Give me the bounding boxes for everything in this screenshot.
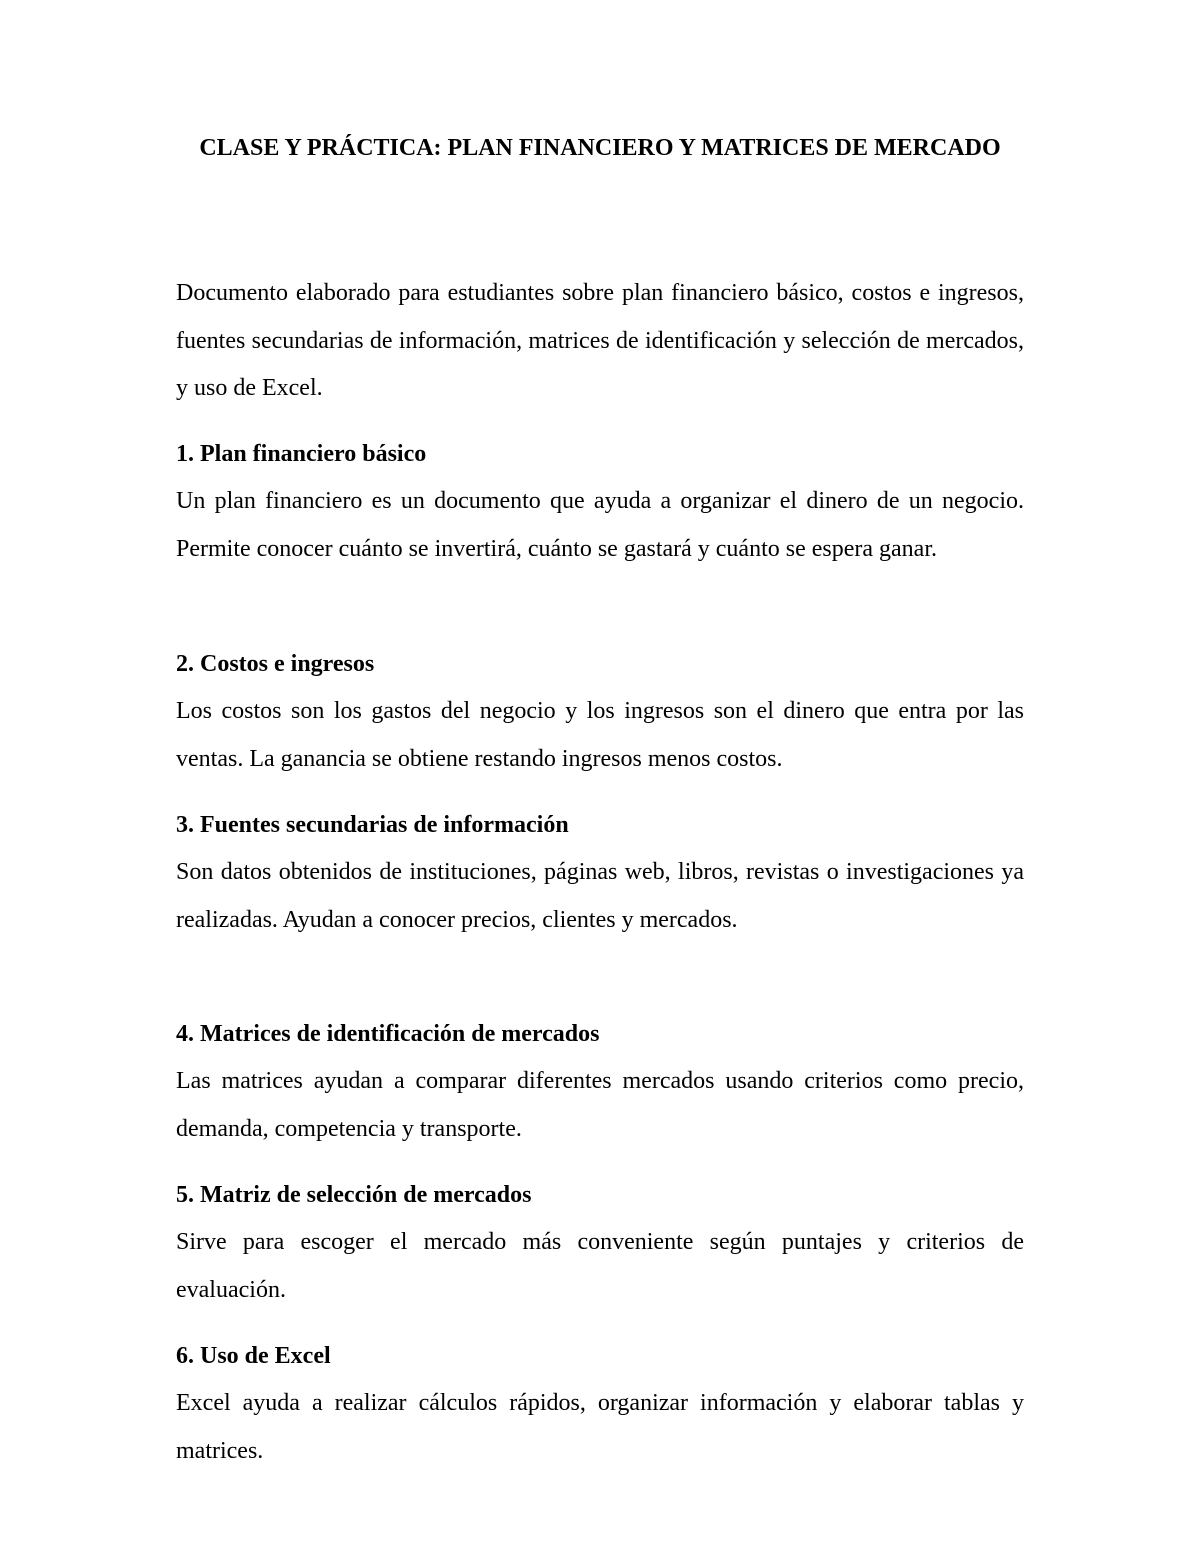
section-costos-ingresos (176, 641, 1024, 783)
section-heading: 5. Matriz de selección de mercados (176, 1182, 532, 1208)
section-fuentes-secundarias (176, 802, 1024, 944)
section-body: Son datos obtenidos de instituciones, páginas web, libros, revistas o investigaciones ya realizadas. Ayudan a conocer precios, clientes y mercados. (176, 859, 1024, 933)
section-body: Un plan financiero es un documento que ayuda a organizar el dinero de un negocio. Permite conocer cuánto se invertirá, cuánto se gastará y cuánto se espera ganar. (176, 488, 1024, 562)
section-heading: 3. Fuentes secundarias de información (176, 812, 569, 838)
section-heading: 4. Matrices de identificación de mercados (176, 1021, 600, 1047)
intro-paragraph: Documento elaborado para estudiantes sobre plan financiero básico, costos e ingresos, fuentes secundarias de información, matrices de identificación y selección de mercados, y uso de Excel. (176, 280, 1024, 401)
section-matriz-seleccion (176, 1172, 1024, 1314)
section-plan-financiero (176, 431, 1024, 573)
section-heading: 6. Uso de Excel (176, 1343, 331, 1369)
document-title: CLASE Y PRÁCTICA: PLAN FINANCIERO Y MATRICES DE MERCADO (199, 135, 1001, 161)
section-uso-excel (176, 1333, 1024, 1475)
section-heading: 2. Costos e ingresos (176, 651, 375, 677)
section-body: Las matrices ayudan a comparar diferentes mercados usando criterios como precio, demanda, competencia y transporte. (176, 1068, 1024, 1142)
section-matrices-identificacion (176, 1011, 1024, 1153)
section-body: Los costos son los gastos del negocio y los ingresos son el dinero que entra por las ventas. La ganancia se obtiene restando ingresos menos costos. (176, 698, 1024, 772)
section-body: Excel ayuda a realizar cálculos rápidos, organizar información y elaborar tablas y matrices. (176, 1390, 1024, 1464)
section-body: Sirve para escoger el mercado más conveniente según puntajes y criterios de evaluación. (176, 1229, 1024, 1303)
section-heading: 1. Plan financiero básico (176, 441, 427, 467)
